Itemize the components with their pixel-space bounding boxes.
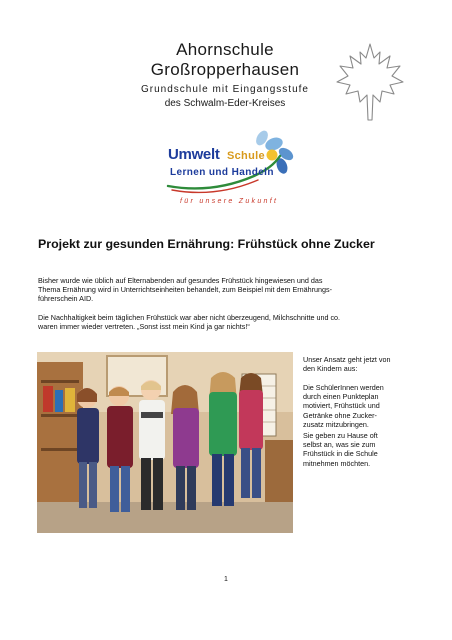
text-line: Die Nachhaltigkeit beim täglichen Frühstück war aber nicht überzeugend, Milchschnitte und co. bbox=[38, 313, 341, 322]
text-line: selbst an, was sie zum bbox=[303, 440, 376, 450]
text-line: mitnehmen möchten. bbox=[303, 458, 371, 468]
paragraph-intro bbox=[38, 276, 414, 304]
text-line: zusatz mitzubringen. bbox=[303, 419, 369, 429]
classroom-photo bbox=[37, 352, 293, 533]
side-paragraph-approach bbox=[303, 355, 415, 373]
logo-word-schule: Schule bbox=[227, 150, 265, 162]
text-line: Getränke ohne Zucker- bbox=[303, 410, 377, 420]
text-line: Bisher wurde wie üblich auf Elternabenden auf gesundes Frühstück hingewiesen und das bbox=[38, 276, 323, 285]
side-paragraph-motivation bbox=[303, 383, 415, 429]
school-name-line1: Ahornschule bbox=[176, 40, 274, 59]
side-paragraph-home bbox=[303, 431, 415, 468]
text-line: Die SchülerInnen werden bbox=[303, 383, 384, 392]
text-line: Unser Ansatz geht jetzt von bbox=[303, 355, 391, 364]
text-line: Frühstück in die Schule bbox=[303, 449, 378, 459]
school-name-line2: Großropperhausen bbox=[150, 60, 300, 79]
logo-word-umwelt: Umwelt bbox=[168, 146, 220, 163]
school-subtitle-line1: Grundschule mit Eingangsstufe bbox=[141, 84, 309, 95]
logo-tagline: für unsere Zukunft bbox=[180, 198, 279, 205]
page-number: 1 bbox=[224, 576, 228, 583]
article-heading: Projekt zur gesunden Ernährung: Frühstück ohne Zucker bbox=[38, 237, 375, 251]
maple-leaf-icon bbox=[334, 40, 406, 124]
text-line: Thema Ernährung wird in Unterrichtseinheiten behandelt, zum Beispiel mit dem Ernährungs- bbox=[38, 285, 333, 295]
school-name bbox=[120, 40, 330, 80]
paragraph-sustainability bbox=[38, 313, 414, 331]
umweltschule-logo bbox=[162, 130, 294, 216]
text-line: durch einen Punkteplan bbox=[303, 392, 379, 402]
school-subtitle-line2: des Schwalm-Eder-Kreises bbox=[164, 98, 286, 109]
logo-slogan: Lernen und Handeln bbox=[170, 167, 274, 178]
text-line: den Kindern aus: bbox=[303, 364, 358, 374]
text-line: motiviert, Frühstück und bbox=[303, 401, 380, 411]
text-line: Sie geben zu Hause oft bbox=[303, 431, 378, 440]
text-line: führerschein AID. bbox=[38, 294, 94, 304]
text-line: waren immer wieder vertreten. „Sonst isst mein Kind ja gar nichts!“ bbox=[38, 322, 250, 332]
